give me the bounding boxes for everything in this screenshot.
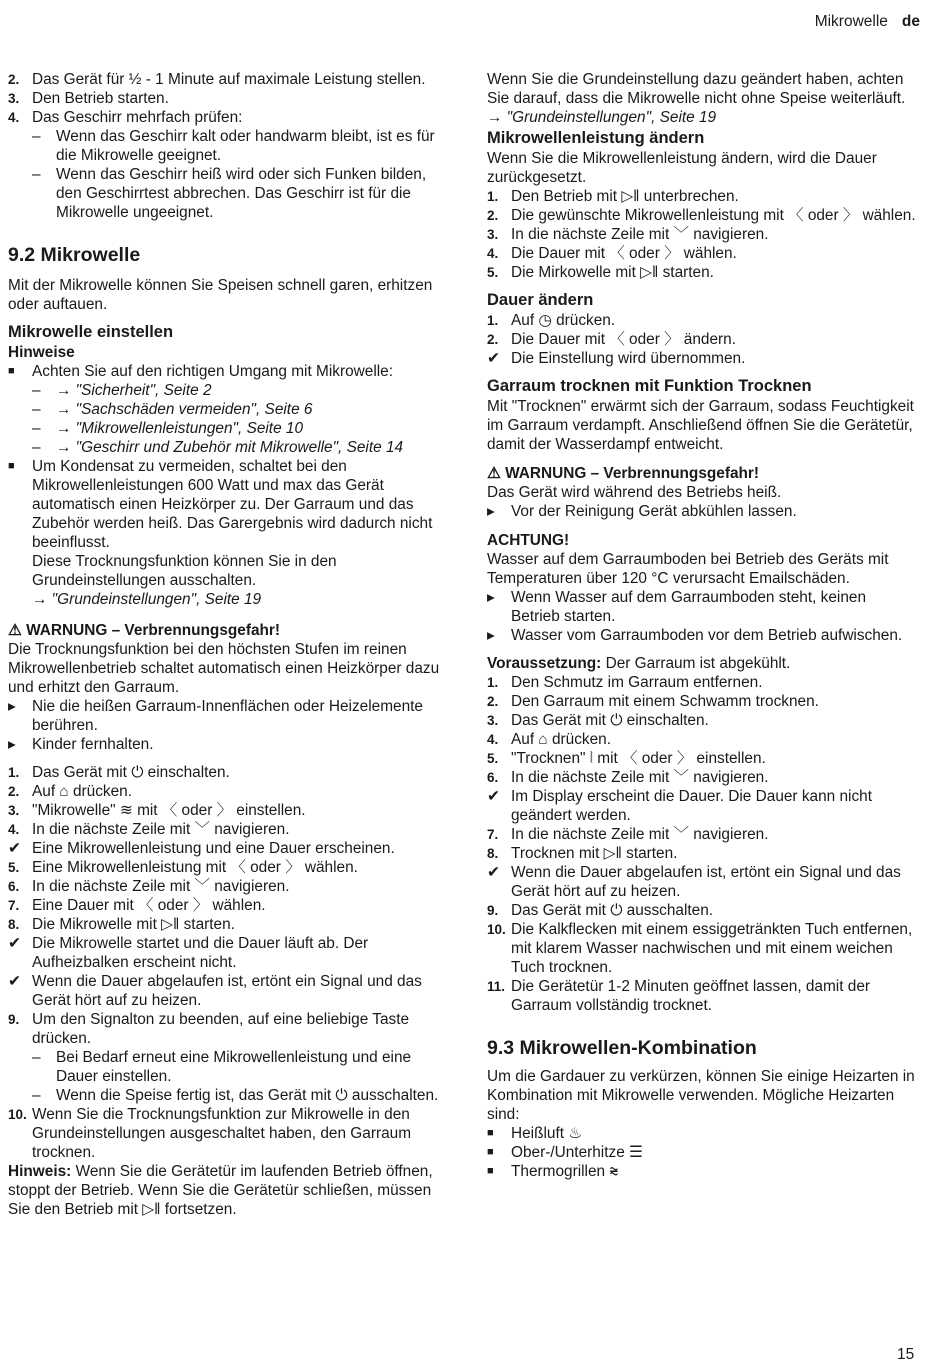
- list-text: Die Dauer mit 〈 oder 〉 ändern.: [511, 331, 736, 348]
- list-item: [487, 977, 919, 1015]
- list-marker: –: [32, 420, 41, 437]
- header-language: de: [901, 13, 920, 30]
- list-marker: ✔: [8, 935, 21, 952]
- list-text: "Mikrowelle" ≋ mit 〈 oder 〉 einstellen.: [32, 802, 306, 819]
- reference-item: [8, 438, 440, 457]
- list-item: [8, 735, 440, 754]
- list-text: Wenn Wasser auf dem Garraumboden steht, keinen Betrieb starten.: [511, 589, 867, 625]
- list-text: → "Sicherheit", Seite 2: [56, 382, 212, 399]
- list-item: [487, 749, 919, 768]
- warning-heading: ⚠ WARNUNG – Verbrennungsgefahr!: [487, 465, 760, 482]
- paragraph: Wasser auf dem Garraumboden bei Betrieb des Geräts mit Temperaturen über 120 °C verursacht Emailschäden.: [487, 551, 889, 587]
- list-marker: –: [32, 401, 41, 418]
- list-text: In die nächste Zeile mit ﹀ navigieren.: [511, 826, 769, 843]
- list-text: "Trocknen" ⦚ mit 〈 oder 〉 einstellen.: [511, 750, 766, 767]
- list-item: [487, 1143, 919, 1162]
- reference-item: [8, 381, 440, 400]
- list-text: Thermogrillen ⩬: [511, 1163, 619, 1180]
- list-text: Ober-/Unterhitze ☰: [511, 1144, 643, 1161]
- list-marker: 4.: [487, 246, 499, 261]
- list-marker: 4.: [8, 110, 20, 125]
- list-text: Das Gerät mit ⏻ einschalten.: [32, 764, 230, 781]
- list-item: [487, 1162, 919, 1181]
- list-text: Achten Sie auf den richtigen Umgang mit Mikrowelle:: [32, 363, 393, 380]
- spacer: [487, 1015, 919, 1036]
- spacer: [8, 609, 440, 621]
- list-marker: 6.: [8, 879, 20, 894]
- list-text: Wasser vom Garraumboden vor dem Betrieb aufwischen.: [511, 627, 903, 644]
- reference-item: [8, 419, 440, 438]
- list-text: Eine Mikrowellenleistung und eine Dauer erscheinen.: [32, 840, 395, 857]
- list-item: [487, 311, 919, 330]
- note-text: Der Garraum ist abgekühlt.: [601, 655, 791, 672]
- sub-list-item: [8, 165, 440, 222]
- list-text: Die Dauer mit 〈 oder 〉 wählen.: [511, 245, 737, 262]
- list-marker: ■: [487, 1127, 494, 1139]
- list-text: Bei Bedarf erneut eine Mikrowellenleistung und eine Dauer einstellen.: [56, 1049, 412, 1085]
- list-item: [8, 877, 440, 896]
- spacer: [487, 368, 919, 376]
- right-column: [487, 70, 919, 1181]
- list-text: Die Mirkowelle mit ▷‖ starten.: [511, 264, 714, 281]
- list-text: Die Gerätetür 1-2 Minuten geöffnet lassen, damit der Garraum vollständig trocknet.: [511, 978, 871, 1014]
- list-marker: 8.: [8, 917, 20, 932]
- list-text: Die gewünschte Mikrowellenleistung mit 〈 oder 〉 wählen.: [511, 207, 916, 224]
- list-marker: 1.: [487, 675, 499, 690]
- spacer: [8, 222, 440, 243]
- list-item: [487, 330, 919, 349]
- warning-heading: ⚠ WARNUNG – Verbrennungsgefahr!: [8, 622, 281, 639]
- list-text: Wenn das Geschirr kalt oder handwarm bleibt, ist es für die Mikrowelle geeignet.: [56, 128, 435, 164]
- list-item: [8, 801, 440, 820]
- list-item: [487, 349, 919, 368]
- list-marker: 5.: [8, 860, 20, 875]
- list-item: [487, 787, 919, 825]
- list-item: [487, 863, 919, 901]
- paragraph: Wenn Sie die Mikrowellenleistung ändern, wird die Dauer zurückgesetzt.: [487, 150, 877, 186]
- list-text: Wenn das Geschirr heiß wird oder sich Funken bilden, den Geschirrtest abbrechen. Das Geschirr ist für die Mikrowelle ungeeignet.: [56, 166, 427, 221]
- list-text: Den Betrieb starten.: [32, 90, 169, 107]
- list-marker: ▸: [487, 503, 495, 520]
- list-text: Das Gerät mit ⏻ einschalten.: [511, 712, 709, 729]
- list-text: Den Schmutz im Garraum entfernen.: [511, 674, 763, 691]
- paragraph: → "Grundeinstellungen", Seite 19: [487, 109, 717, 126]
- list-text: In die nächste Zeile mit ﹀ navigieren.: [511, 769, 769, 786]
- list-item: [8, 108, 440, 127]
- list-marker: 4.: [487, 732, 499, 747]
- spacer: [487, 645, 919, 654]
- list-item: [487, 187, 919, 206]
- list-text: Das Gerät für ½ - 1 Minute auf maximale Leistung stellen.: [32, 71, 426, 88]
- list-text: Im Display erscheint die Dauer. Die Dauer kann nicht geändert werden.: [511, 788, 872, 824]
- paragraph: Um die Gardauer zu verkürzen, können Sie einige Heizarten in Kombination mit Mikrowelle verwenden. Mögliche Heizarten sind:: [487, 1068, 915, 1123]
- list-text: Den Garraum mit einem Schwamm trocknen.: [511, 693, 819, 710]
- list-text: Kinder fernhalten.: [32, 736, 154, 753]
- list-item: [487, 730, 919, 749]
- list-text: Wenn die Dauer abgelaufen ist, ertönt ein Signal und das Gerät hört auf zu heizen.: [511, 864, 901, 900]
- spacer: [8, 314, 440, 322]
- list-text: Um Kondensat zu vermeiden, schaltet bei den Mikrowellenleistungen 600 Watt und max das Gerät automatisch einen Heizkörper zu. Der Garraum und das Zubehör werden heiß. Das Garergebnis wird dadurch nicht beeinflusst.: [32, 458, 433, 551]
- list-marker: 2.: [487, 332, 499, 347]
- list-text: Die Einstellung wird übernommen.: [511, 350, 746, 367]
- list-marker: 11.: [487, 979, 506, 994]
- list-item: [487, 673, 919, 692]
- list-marker: ■: [487, 1146, 494, 1158]
- paragraph: Das Gerät wird während des Betriebs heiß.: [487, 484, 782, 501]
- list-text: Auf ⌂ drücken.: [32, 783, 132, 800]
- list-item: [487, 1124, 919, 1143]
- list-marker: ▸: [487, 589, 495, 606]
- paragraph: Wenn Sie die Grundeinstellung dazu geändert haben, achten Sie darauf, dass die Mikrowelle nicht ohne Speise weiterläuft.: [487, 71, 906, 107]
- list-item: [487, 244, 919, 263]
- list-marker: ▸: [8, 736, 16, 753]
- indented-paragraph: → "Grundeinstellungen", Seite 19: [32, 591, 262, 608]
- list-text: Die Kalkflecken mit einem essiggetränkten Tuch entfernen, mit klarem Wasser nachwischen und mit einem weichen Tuch trocknen.: [511, 921, 913, 976]
- list-text: Die Mikrowelle mit ▷‖ starten.: [32, 916, 235, 933]
- list-item: [487, 844, 919, 863]
- list-text: In die nächste Zeile mit ﹀ navigieren.: [32, 878, 290, 895]
- list-item: [487, 901, 919, 920]
- indented-paragraph: Diese Trocknungsfunktion können Sie in den Grundeinstellungen ausschalten.: [32, 553, 337, 589]
- reference-item: [8, 400, 440, 419]
- list-marker: 2.: [8, 72, 20, 87]
- list-item: [8, 858, 440, 877]
- list-marker: ■: [8, 460, 15, 472]
- list-item: [487, 920, 919, 977]
- list-marker: 2.: [8, 784, 20, 799]
- list-text: → "Mikrowellenleistungen", Seite 10: [56, 420, 304, 437]
- note-label: Hinweis:: [8, 1163, 72, 1180]
- list-marker: 3.: [487, 713, 499, 728]
- list-item: [8, 839, 440, 858]
- list-marker: ▸: [8, 698, 16, 715]
- list-text: Um den Signalton zu beenden, auf eine beliebige Taste drücken.: [32, 1011, 410, 1047]
- list-item: [8, 972, 440, 1010]
- list-marker: 9.: [8, 1012, 20, 1027]
- list-marker: –: [32, 166, 41, 183]
- note-text: Wenn Sie die Gerätetür im laufenden Betrieb öffnen, stoppt der Betrieb. Wenn Sie die Gerätetür schließen, müssen Sie den Betrieb mit ▷‖ fortsetzen.: [8, 1163, 433, 1218]
- note-paragraph: [487, 654, 919, 673]
- list-text: → "Geschirr und Zubehör mit Mikrowelle", Seite 14: [56, 439, 404, 456]
- spacer: [8, 267, 440, 276]
- list-marker: 9.: [487, 903, 499, 918]
- page-header: [815, 12, 920, 31]
- list-item: [487, 825, 919, 844]
- list-marker: 7.: [8, 898, 20, 913]
- list-text: Wenn die Dauer abgelaufen ist, ertönt ein Signal und das Gerät hört auf zu heizen.: [32, 973, 422, 1009]
- list-marker: 2.: [487, 208, 499, 223]
- list-marker: –: [32, 1049, 41, 1066]
- left-column: [8, 70, 440, 1219]
- spacer: [487, 1060, 919, 1067]
- paragraph: Mit der Mikrowelle können Sie Speisen schnell garen, erhitzen oder auftauen.: [8, 277, 433, 313]
- list-marker: ▸: [487, 627, 495, 644]
- subsection-heading: Mikrowellenleistung ändern: [487, 129, 705, 147]
- list-item: [8, 1105, 440, 1162]
- list-marker: 10.: [487, 922, 506, 937]
- list-text: Auf ◷ drücken.: [511, 312, 616, 329]
- list-item: [8, 934, 440, 972]
- list-text: Nie die heißen Garraum-Innenflächen oder Heizelemente berühren.: [32, 698, 423, 734]
- list-item: [487, 502, 919, 521]
- list-marker: ✔: [487, 350, 500, 367]
- note-paragraph: [8, 1162, 440, 1219]
- list-item: [487, 263, 919, 282]
- list-text: Vor der Reinigung Gerät abkühlen lassen.: [511, 503, 797, 520]
- list-item: [8, 89, 440, 108]
- list-marker: 2.: [487, 694, 499, 709]
- sub-list-item: [8, 1086, 440, 1105]
- list-marker: –: [32, 1087, 41, 1104]
- list-marker: 7.: [487, 827, 499, 842]
- list-marker: 3.: [8, 91, 20, 106]
- subsection-heading: Dauer ändern: [487, 291, 594, 309]
- list-marker: ✔: [487, 788, 500, 805]
- list-marker: ■: [487, 1165, 494, 1177]
- list-marker: 3.: [8, 803, 20, 818]
- list-marker: –: [32, 128, 41, 145]
- list-item: [487, 206, 919, 225]
- list-item: [487, 626, 919, 645]
- sub-list-item: [8, 1048, 440, 1086]
- list-item: [8, 457, 440, 552]
- spacer: [487, 454, 919, 464]
- bold-label: ACHTUNG!: [487, 532, 570, 549]
- list-marker: 1.: [487, 313, 499, 328]
- list-text: Wenn die Speise fertig ist, das Gerät mit ⏻ ausschalten.: [56, 1087, 439, 1104]
- list-marker: ■: [8, 365, 15, 377]
- list-item: [8, 362, 440, 381]
- list-marker: 10.: [8, 1107, 27, 1122]
- list-marker: 3.: [487, 227, 499, 242]
- list-marker: 4.: [8, 822, 20, 837]
- list-text: In die nächste Zeile mit ﹀ navigieren.: [32, 821, 290, 838]
- list-text: Heißluft ♨: [511, 1125, 583, 1142]
- list-marker: ✔: [8, 840, 21, 857]
- list-text: → "Sachschäden vermeiden", Seite 6: [56, 401, 313, 418]
- list-text: Eine Mikrowellenleistung mit 〈 oder 〉 wählen.: [32, 859, 358, 876]
- list-text: Trocknen mit ▷‖ starten.: [511, 845, 678, 862]
- list-item: [8, 782, 440, 801]
- header-title: Mikrowelle: [814, 13, 888, 30]
- section-heading: 9.3 Mikrowellen-Kombination: [487, 1037, 757, 1059]
- list-item: [8, 896, 440, 915]
- list-text: Das Gerät mit ⏻ ausschalten.: [511, 902, 714, 919]
- list-text: Auf ⌂ drücken.: [511, 731, 611, 748]
- page-number: 15: [897, 1346, 915, 1363]
- list-text: Das Geschirr mehrfach prüfen:: [32, 109, 243, 126]
- list-item: [487, 768, 919, 787]
- list-item: [487, 225, 919, 244]
- list-item: [487, 711, 919, 730]
- list-item: [8, 915, 440, 934]
- paragraph: Mit "Trocknen" erwärmt sich der Garraum, sodass Feuchtigkeit im Garraum verdampft. Anschließend öffnen Sie die Gerätetür, damit der Wasserdampf entweicht.: [487, 398, 914, 453]
- list-text: Den Betrieb mit ▷‖ unterbrechen.: [511, 188, 739, 205]
- list-item: [8, 1010, 440, 1048]
- note-label: Voraussetzung:: [487, 655, 602, 672]
- list-marker: ✔: [8, 973, 21, 990]
- section-heading: 9.2 Mikrowelle: [8, 244, 141, 266]
- list-text: Wenn Sie die Trocknungsfunktion zur Mikrowelle in den Grundeinstellungen ausgeschaltet haben, den Garraum trocknen.: [32, 1106, 412, 1161]
- list-marker: –: [32, 439, 41, 456]
- list-item: [8, 820, 440, 839]
- spacer: [487, 282, 919, 290]
- list-text: Die Mikrowelle startet und die Dauer läuft ab. Der Aufheizbalken erscheint nicht.: [32, 935, 369, 971]
- bold-label: Hinweise: [8, 344, 75, 361]
- list-marker: 1.: [8, 765, 20, 780]
- subsection-heading: Mikrowelle einstellen: [8, 323, 174, 341]
- spacer: [487, 521, 919, 531]
- list-item: [487, 588, 919, 626]
- list-item: [8, 70, 440, 89]
- list-marker: 6.: [487, 770, 499, 785]
- list-marker: 1.: [487, 189, 499, 204]
- list-item: [8, 763, 440, 782]
- list-item: [487, 692, 919, 711]
- list-item: [8, 697, 440, 735]
- list-marker: ✔: [487, 864, 500, 881]
- list-marker: 5.: [487, 265, 499, 280]
- subsection-heading: Garraum trocknen mit Funktion Trocknen: [487, 377, 812, 395]
- list-marker: 8.: [487, 846, 499, 861]
- paragraph: Die Trocknungsfunktion bei den höchsten Stufen im reinen Mikrowellenbetrieb schaltet automatisch einen Heizkörper dazu und erhitzt den Garraum.: [8, 641, 440, 696]
- list-text: Eine Dauer mit 〈 oder 〉 wählen.: [32, 897, 266, 914]
- sub-list-item: [8, 127, 440, 165]
- list-text: In die nächste Zeile mit ﹀ navigieren.: [511, 226, 769, 243]
- list-marker: 5.: [487, 751, 499, 766]
- list-marker: –: [32, 382, 41, 399]
- spacer: [8, 754, 440, 763]
